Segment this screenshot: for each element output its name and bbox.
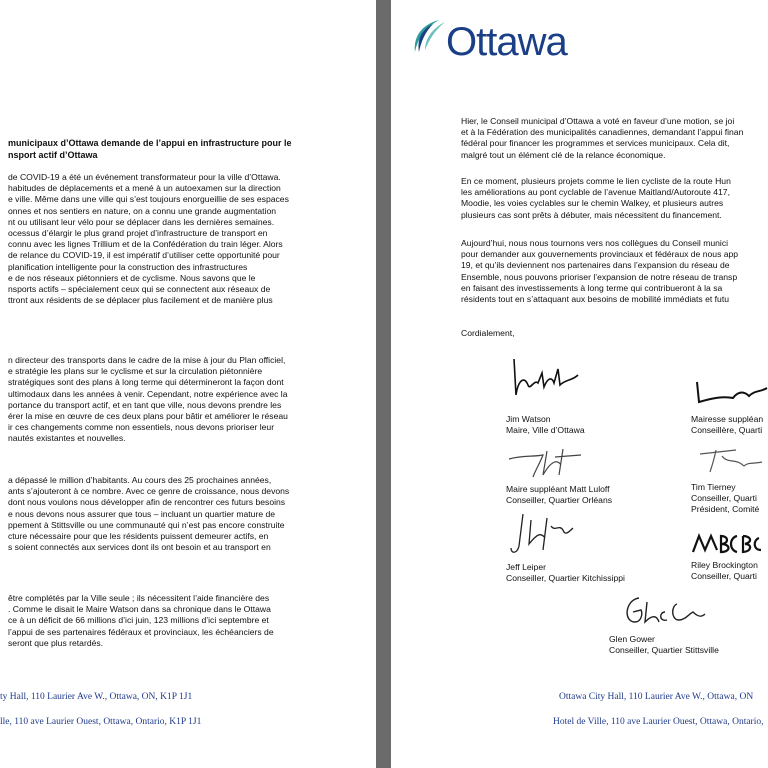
signatory-deputy-mayor: [691, 414, 763, 436]
text-line: portance du transport actif, et en tant que ville, nous devons prendre les: [8, 399, 282, 410]
text-line: ppement à Stittsville ou une communauté qui n’est pas encore construite: [8, 519, 285, 530]
text-line: Moodie, les voies cyclables sur le chemin Walkey, et plusieurs autres: [461, 198, 724, 209]
closing-text: Cordialement,: [461, 328, 515, 338]
text-line: habitudes de déplacements et a mené à un autoexamen sur la direction: [8, 183, 281, 194]
text-line: plusieurs cas sont prêts à débuter, mais nécessitent du financement.: [461, 209, 722, 220]
signature-brockington-icon: [689, 528, 768, 560]
text-line: cture nécessaire pour que les résidents puissent demeurer actifs, en: [8, 531, 269, 542]
text-line: nautés existantes et nouvelles.: [8, 433, 126, 444]
text-line: érer la mise en œuvre de ces deux plans pour bâtir et améliorer le réseau: [8, 411, 288, 422]
text-line: . Comme le disait le Maire Watson dans sa chronique dans le Ottawa: [8, 604, 271, 615]
text-line: En ce moment, plusieurs projets comme le lien cycliste de la route Hun: [461, 176, 731, 186]
signature-gower-icon: [619, 592, 709, 632]
text-line: ttront aux résidents de se déplacer plus facilement et de manière plus: [8, 295, 273, 306]
text-line: stratégiques sont des plans à long terme qui détermineront la façon dont: [8, 377, 284, 388]
signatory-title: Conseiller, Quartier Kitchissippi: [506, 573, 625, 584]
text-line: planification intelligente pour la construction des infrastructures: [8, 261, 248, 272]
signatory-name: Jim Watson: [506, 414, 551, 424]
paragraph-1: [8, 172, 289, 306]
text-line: connu avec les lignes Trillium et de la Confédération du train léger. Alors: [8, 239, 283, 250]
signatory-title: Conseiller, Quartier Stittsville: [609, 645, 719, 656]
signatory-title: Conseillère, Quarti: [691, 425, 763, 436]
paragraph-4: [8, 593, 274, 649]
text-line: e nous devons nous assurer que tous – incluant un quartier mature de: [8, 508, 276, 519]
text-line: e stratégie les plans sur le cyclisme et sur la circulation piétonnière: [8, 366, 263, 377]
signature-tierney-icon: [696, 442, 768, 476]
text-line: s soient connectés aux services dont ils ont besoin et au transport en: [8, 542, 271, 553]
signatory-name: Glen Gower: [609, 634, 655, 644]
title-line: municipaux d’Ottawa demande de l’appui en infrastructure pour le: [8, 138, 292, 148]
signature-leiper-icon: [507, 510, 577, 558]
text-line: dont nous voulons nous développer afin de rencontrer ces futurs besoins: [8, 497, 286, 508]
text-line: malgré tout un élément clé de la relance économique.: [461, 149, 666, 160]
ottawa-logo-text: Ottawa: [446, 20, 567, 64]
signatory-gower: [609, 634, 719, 656]
text-line: ultimodaux dans les années à venir. Cependant, notre expérience avec la: [8, 388, 288, 399]
text-line: de relance du COVID-19, il est impératif d’utiliser cette opportunité pour: [8, 250, 280, 261]
text-line: n directeur des transports dans le cadre de la mise à jour du Plan officiel,: [8, 355, 286, 365]
right-paragraph-2: [461, 176, 731, 221]
ottawa-swoosh-icon: [409, 18, 451, 68]
signatory-tierney: [691, 482, 759, 516]
footer-address-en: Ottawa City Hall, 110 Laurier Ave W., Ottawa, ON: [559, 692, 754, 702]
footer-address-fr: Hotel de Ville, 110 ave Laurier Ouest, Ottawa, Ontario,: [553, 717, 764, 727]
text-line: Ensemble, nous pouvons prioriser l’expansion de notre réseau de transp: [461, 271, 738, 282]
text-line: nsports actifs – spécialement ceux qui se connectent aux réseaux de: [8, 284, 271, 295]
signatory-title: Maire, Ville d’Ottawa: [506, 425, 585, 436]
text-line: pour demander aux gouvernements provinciaux et fédéraux de nous app: [461, 249, 739, 260]
text-line: a dépassé le million d’habitants. Au cours des 25 prochaines années,: [8, 475, 272, 485]
text-line: fédéral pour financer les programmes et services municipaux. Cela dit,: [461, 138, 730, 149]
footer-address-en: ty Hall, 110 Laurier Ave W., Ottawa, ON, K1P 1J1: [0, 692, 193, 702]
signatory-luloff: [506, 484, 612, 506]
text-line: Hier, le Conseil municipal d’Ottawa a voté en faveur d’une motion, se joi: [461, 116, 735, 126]
signatory-name: Riley Brockington: [691, 560, 758, 570]
text-line: onnes et nos sentiers en nature, on a connu une grande augmentation: [8, 205, 277, 216]
signature-luloff-icon: [503, 445, 593, 479]
signatory-name: Jeff Leiper: [506, 562, 546, 572]
text-line: être complétés par la Ville seule ; ils nécessitent l’aide financière des: [8, 593, 270, 603]
text-line: résidents tout en s’attaquant aux besoins de mobilité immédiats et futu: [461, 294, 729, 305]
text-line: ants s’ajouteront à ce nombre. Avec ce genre de croissance, nous devons: [8, 486, 290, 497]
signatory-title: Conseiller, Quarti: [691, 571, 757, 582]
letter-title: [8, 137, 292, 161]
text-line: de COVID-19 a été un événement transformateur pour la ville d’Ottawa.: [8, 172, 281, 182]
paragraph-2: [8, 355, 288, 445]
right-paragraph-1: [461, 116, 743, 161]
text-line: Aujourd’hui, nous nous tournons vers nos collègues du Conseil munici: [461, 238, 729, 248]
text-line: nt ou utilisant leur vélo pour se déplacer dans les dernières semaines.: [8, 216, 275, 227]
signatory-brockington: [691, 560, 758, 582]
signatory-name: Tim Tierney: [691, 482, 736, 492]
text-line: les améliorations au pont cyclable de l’avenue Maitland/Autoroute 417,: [461, 187, 730, 198]
signatory-leiper: [506, 562, 625, 584]
signatory-title-2: Président, Comité: [691, 504, 760, 515]
text-line: e ville. Même dans une ville qui s’est toujours enorgueillie de ses espaces: [8, 194, 289, 205]
title-line: nsport actif d’Ottawa: [8, 150, 98, 160]
signature-deputy-mayor-icon: [693, 372, 768, 412]
text-line: seront que plus retardés.: [8, 637, 104, 648]
text-line: e de nos réseaux piétonniers et de cyclisme. Nous savons que le: [8, 272, 256, 283]
signatory-watson: [506, 414, 585, 436]
signatory-title: Conseiller, Quartier Orléans: [506, 495, 613, 506]
text-line: et à la Fédération des municipalités canadiennes, demandant l’appui finan: [461, 127, 744, 138]
right-paragraph-3: [461, 238, 738, 305]
paragraph-3: [8, 475, 289, 553]
letter-page-left: [0, 0, 376, 768]
text-line: ce à un déficit de 66 millions d’ici juin, 123 millions d’ici septembre et: [8, 615, 269, 626]
footer-address-fr: lle, 110 ave Laurier Ouest, Ottawa, Ontario, K1P 1J1: [0, 717, 202, 727]
signatory-name: Maire suppléant Matt Luloff: [506, 484, 610, 494]
text-line: en faisant des investissements à long terme qui contribueront à la sa: [461, 282, 723, 293]
letter-page-right: [391, 0, 768, 768]
page-gutter: [376, 0, 391, 768]
text-line: ir ces changements comme non essentiels, nous devons prioriser leur: [8, 422, 275, 433]
text-line: 19, et qu’ils deviennent nos partenaires dans l’expansion du réseau de: [461, 260, 730, 271]
text-line: ocessus d’élargir le plus grand projet d’infrastructure de transport en: [8, 228, 268, 239]
signatory-name: Mairesse suppléan: [691, 414, 764, 424]
text-line: l’appui de ses partenaires fédéraux et provinciaux, les échéanciers de: [8, 626, 274, 637]
signature-watson-icon: [506, 355, 586, 403]
signatory-title: Conseiller, Quarti: [691, 493, 757, 504]
